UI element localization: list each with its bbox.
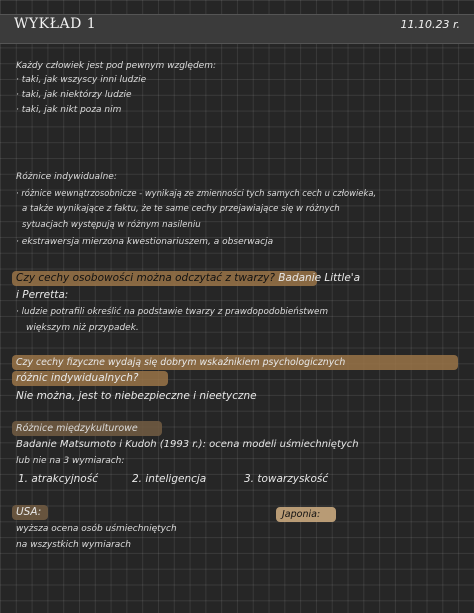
dimension-2: 2. inteligencja	[132, 473, 207, 485]
dimension-1: 1. atrakcyjność	[18, 473, 98, 485]
section4-answer: Nie można, jest to niebezpieczne i nieetyczne	[16, 390, 257, 402]
section3-question-highlighted: Czy cechy osobowości można odczytać z twarzy?	[16, 272, 275, 284]
section5-heading: Różnice międzykulturowe	[16, 423, 138, 434]
section2-line-4: · ekstrawersja mierzona kwestionariuszem, a obserwacja	[16, 237, 274, 247]
usa-label: USA:	[16, 506, 42, 518]
section2-line-3: sytuacjach występują w różnym nasileniu	[22, 220, 201, 230]
lecture-date: 11.10.23 r.	[400, 18, 460, 31]
section4-question-line1: Czy cechy fizyczne wydają się dobrym wskaźnikiem psychologicznych	[16, 357, 346, 368]
section1-intro: Każdy człowiek jest pod pewnym względem:	[16, 61, 217, 71]
section3-question-rest: Badanie Little'a	[274, 272, 361, 284]
section2-line-2: a także wynikające z faktu, że te same cechy przejawiające się w różnych	[22, 204, 340, 214]
lecture-title: WYKŁAD 1	[14, 16, 97, 32]
section1-item-1: · taki, jak wszyscy inni ludzie	[16, 75, 147, 85]
usa-line1: wyższa ocena osób uśmiechniętych	[16, 524, 177, 534]
usa-line2: na wszystkich wymiarach	[16, 540, 131, 550]
japan-label: Japonia:	[282, 509, 321, 520]
section4-question-line2: różnic indywidualnych?	[16, 372, 139, 384]
section3-answer-line1: · ludzie potrafili określić na podstawie twarzy z prawdopodobieństwem	[16, 307, 329, 317]
section1-item-3: · taki, jak nikt poza nim	[16, 105, 122, 115]
section3-answer-line2: większym niż przypadek.	[26, 323, 139, 333]
section2-line-1: · różnice wewnątrzosobnicze - wynikają ze zmienności tych samych cech u człowieka,	[16, 188, 377, 198]
dimension-3: 3. towarzyskość	[244, 473, 329, 485]
section5-line2: lub nie na 3 wymiarach:	[16, 456, 125, 466]
section5-line1: Badanie Matsumoto i Kudoh (1993 r.): ocena modeli uśmiechniętych	[16, 439, 359, 450]
section1-item-2: · taki, jak niektórzy ludzie	[16, 90, 132, 100]
section2-heading: Różnice indywidualne:	[16, 172, 117, 182]
section3-question-line2: i Perretta:	[16, 289, 69, 301]
section3-question	[16, 272, 360, 285]
